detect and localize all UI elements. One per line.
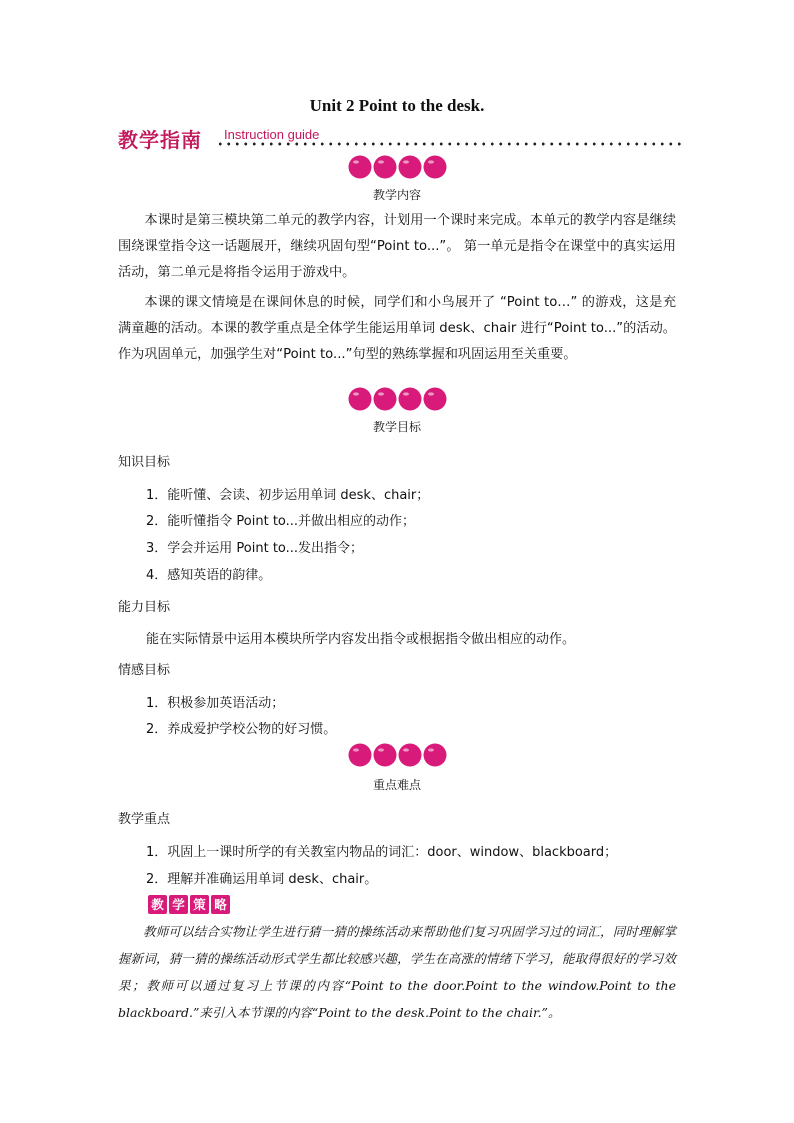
ability-goal-text: 能在实际情景中运用本模块所学内容发出指令或根据指令做出相应的动作。: [146, 632, 576, 647]
instruction-guide-header: [118, 124, 683, 152]
guide-label-cn: 教学指南: [118, 128, 202, 152]
list-item: 3．学会并运用 Point to...发出指令；: [146, 541, 364, 556]
emotion-goals-label: 情感目标: [118, 663, 171, 678]
section-title-content: 教学内容: [372, 188, 421, 202]
list-item: 2．理解并准确运用单词 desk、chair。: [146, 872, 378, 887]
strategy-badge: [148, 894, 232, 914]
document-title: Unit 2 Point to the desk.: [309, 96, 485, 115]
section-title-keypoints: 重点难点: [372, 778, 421, 792]
list-item: 4．感知英语的韵律。: [146, 568, 272, 583]
hearts-divider-icon: [0, 154, 794, 184]
ability-goals-label: 能力目标: [118, 600, 171, 615]
strategy-badge-char: 学: [169, 895, 188, 914]
strategy-paragraph: 教师可以结合实物让学生进行猜一猜的操练活动来帮助他们复习巩固学习过的词汇，同时理解掌握新词，猜一猜的操练活动形式学生都比较感兴趣，学生在高涨的情绪下学习，能取得很好的学习效果；教师可以通过复习上节课的内容“Point to the door.Point to the window.Point to the blackboard.”来引入本节课的内容“Point to the desk.Point to the chair.”。: [118, 924, 676, 1020]
content-paragraph: 本课的课文情境是在课间休息的时候，同学们和小鸟展开了 “Point to…” 的游戏，这是充满童趣的活动。本课的教学重点是全体学生能运用单词 desk、chair 进行“Point to...”的活动。作为巩固单元，加强学生对“Point to...”句型的熟练掌握和巩固运用至关重要。: [118, 295, 676, 362]
hearts-divider-icon: [0, 386, 794, 416]
teaching-focus-label: 教学重点: [118, 812, 171, 827]
strategy-badge-char: 略: [211, 895, 230, 914]
list-item: 2．养成爱护学校公物的好习惯。: [146, 722, 337, 737]
dotted-rule: [216, 142, 683, 146]
guide-label-en: Instruction guide: [224, 127, 320, 142]
list-item: 2．能听懂指令 Point to...并做出相应的动作；: [146, 514, 416, 529]
list-item: 1．能听懂、会读、初步运用单词 desk、chair；: [146, 488, 430, 503]
strategy-badge-char: 策: [190, 895, 209, 914]
list-item: 1．巩固上一课时所学的有关教室内物品的词汇：door、window、blackboard；: [146, 845, 618, 860]
list-item: 1．积极参加英语活动；: [146, 696, 285, 711]
hearts-divider-icon: [0, 742, 794, 772]
knowledge-goals-label: 知识目标: [118, 455, 171, 470]
content-paragraph: 本课时是第三模块第二单元的教学内容，计划用一个课时来完成。本单元的教学内容是继续围绕课堂指令这一话题展开，继续巩固句型“Point to...”。 第一单元是指令在课堂中的真实运用活动，第二单元是将指令运用于游戏中。: [118, 213, 676, 280]
strategy-badge-char: 教: [148, 895, 167, 914]
section-title-goals: 教学目标: [372, 420, 421, 434]
